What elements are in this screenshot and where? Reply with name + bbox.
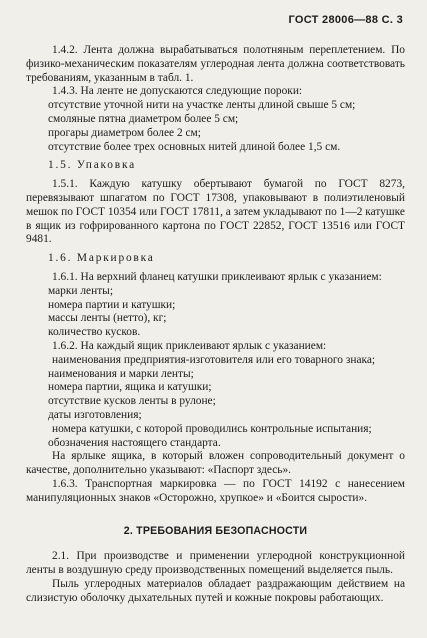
paragraph-1-6-3: 1.6.3. Транспортная маркировка — по ГОСТ 14192 с нанесением манипуляционных знаков «Осторожно, хрупкое» и «Боится сырости». xyxy=(26,477,405,504)
running-header: ГОСТ 28006—88 С. 3 xyxy=(288,14,403,26)
defect-item: отсутствие более трех основных нитей длиной более 1,5 см. xyxy=(48,140,341,153)
label-item: количество кусков. xyxy=(48,326,141,339)
box-label-item: наименования и марки ленты; xyxy=(48,367,194,380)
box-label-item: обозначения настоящего стандарта. xyxy=(48,436,221,449)
paragraph-1-4-3: 1.4.3. На ленте не допускаются следующие пороки: xyxy=(52,85,303,98)
section-title-safety: 2. ТРЕБОВАНИЯ БЕЗОПАСНОСТИ xyxy=(123,524,308,537)
heading-marking: 1.6. Маркировка xyxy=(48,252,155,265)
defect-item: смоляные пятна диаметром более 5 см; xyxy=(48,112,239,125)
paragraph-2-1: 2.1. При производстве и применении углеродной конструкционной ленты в воздушную среду производственных помещений выделяется пыль. xyxy=(26,550,405,577)
heading-packaging: 1.5. Упаковка xyxy=(48,159,136,172)
box-label-item: наименования предприятия-изготовителя или его товарного знака; xyxy=(52,353,376,366)
box-label-item: номера катушки, с которой проводились контрольные испытания; xyxy=(52,422,372,435)
paragraph-1-5-1: 1.5.1. Каждую катушку обертывают бумагой по ГОСТ 8273, перевязывают шпагатом по ГОСТ 17308, упаковывают в полиэтиленовый мешок по ГОСТ 10354 или ГОСТ 17811, а затем укладывают по 1—2 катушке в ящик из гофрированного картона по ГОСТ 22852, ГОСТ 13516 или ГОСТ 9481. xyxy=(26,178,405,246)
defect-item: прогары диаметром более 2 см; xyxy=(48,126,201,139)
defect-item: отсутствие уточной нити на участке ленты длиной свыше 5 см; xyxy=(48,99,356,112)
paragraph-passport: На ярлыке ящика, в который вложен сопроводительный документ о качестве, дополнительно указывают: «Паспорт здесь». xyxy=(26,450,405,477)
box-label-item: отсутствие кусков ленты в рулоне; xyxy=(48,395,216,408)
paragraph-dust: Пыль углеродных материалов обладает раздражающим действием на слизистую оболочку дыхательных путей и кожные покровы работающих. xyxy=(26,577,405,604)
box-label-item: даты изготовления; xyxy=(48,408,142,421)
paragraph-1-6-1: 1.6.1. На верхний фланец катушки приклеивают ярлык с указанием: xyxy=(52,270,382,283)
paragraph-1-6-2: 1.6.2. На каждый ящик приклеивают ярлык с указанием: xyxy=(52,339,327,352)
document-body xyxy=(26,44,405,605)
label-item: массы ленты (нетто), кг; xyxy=(48,312,167,325)
paragraph-1-4-2: 1.4.2. Лента должна вырабатываться полотняным переплетением. По физико-механическим показателям углеродная лента должна соответствовать требованиям, указанным в табл. 1. xyxy=(26,44,405,84)
box-label-item: номера партии, ящика и катушки; xyxy=(48,381,212,394)
label-item: номера партии и катушки; xyxy=(48,298,176,311)
label-item: марки ленты; xyxy=(48,284,113,297)
